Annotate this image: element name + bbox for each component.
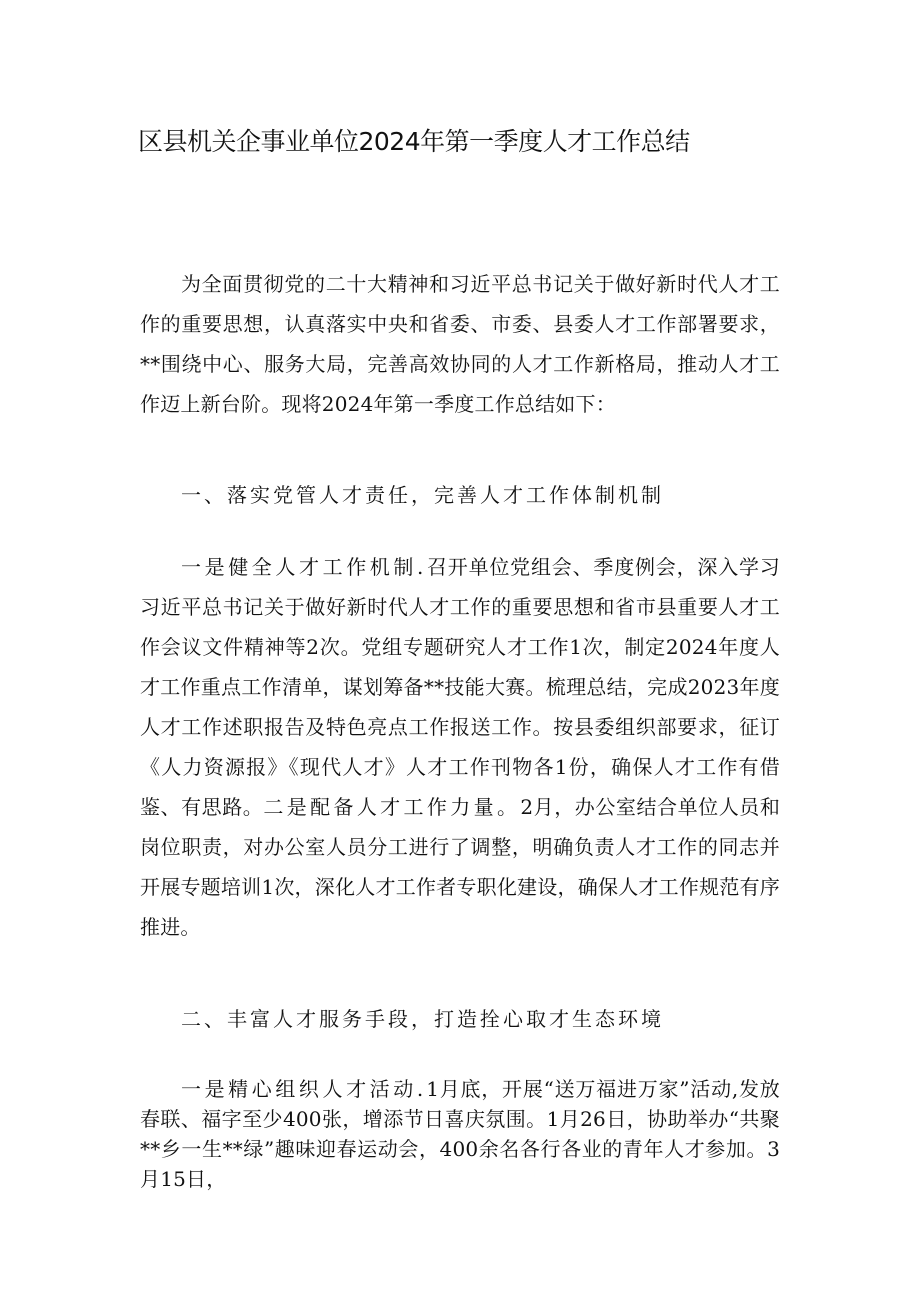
document-title: 区县机关企事业单位2024年第一季度人才工作总结 xyxy=(138,127,690,156)
section-one-lead-2: 二是配备人才工作力量。 xyxy=(263,795,521,819)
section-one-paragraph xyxy=(140,547,780,947)
section-two-heading: 二、丰富人才服务手段，打造拴心取才生态环境 xyxy=(181,1007,664,1031)
section-one-heading: 一、落实党管人才责任，完善人才工作体制机制 xyxy=(181,483,664,507)
intro-paragraph: 为全面贯彻党的二十大精神和习近平总书记关于做好新时代人才工作的重要思想，认真落实中央和省委、市委、县委人才工作部署要求，**围绕中心、服务大局，完善高效协同的人才工作新格局，推动人才工作迈上新台阶。现将2024年第一季度工作总结如下： xyxy=(140,272,780,416)
section-two-paragraph xyxy=(140,1074,780,1194)
section-one-lead-1: 一是健全人才工作机制. xyxy=(181,555,427,579)
section-one-text-1: 召开单位党组会、季度例会，深入学习习近平总书记关于做好新时代人才工作的重要思想和省市县重要人才工作会议文件精神等2次。党组专题研究人才工作1次，制定2024年度人才工作重点工作清单，谋划筹备**技能大赛。梳理总结，完成2023年度人才工作述职报告及特色亮点工作报送工作。按县委组织部要求，征订《人力资源报》《现代人才》人才工作刊物各1份，确保人才工作有借鉴、有思路。 xyxy=(140,555,780,819)
section-two-text-1: 1月底，开展“送万福进万家”活动,发放春联、福字至少400张，增添节日喜庆氛围。1月26日，协助举办“共聚**乡一生**绿”趣味迎春运动会，400余名各行各业的青年人才参加。3月15日， xyxy=(140,1077,780,1191)
section-one-text-2: 2月，办公室结合单位人员和岗位职责，对办公室人员分工进行了调整，明确负责人才工作的同志并开展专题培训1次，深化人才工作者专职化建设，确保人才工作规范有序推进。 xyxy=(140,795,781,939)
section-two-lead-1: 一是精心组织人才活动. xyxy=(181,1077,427,1101)
